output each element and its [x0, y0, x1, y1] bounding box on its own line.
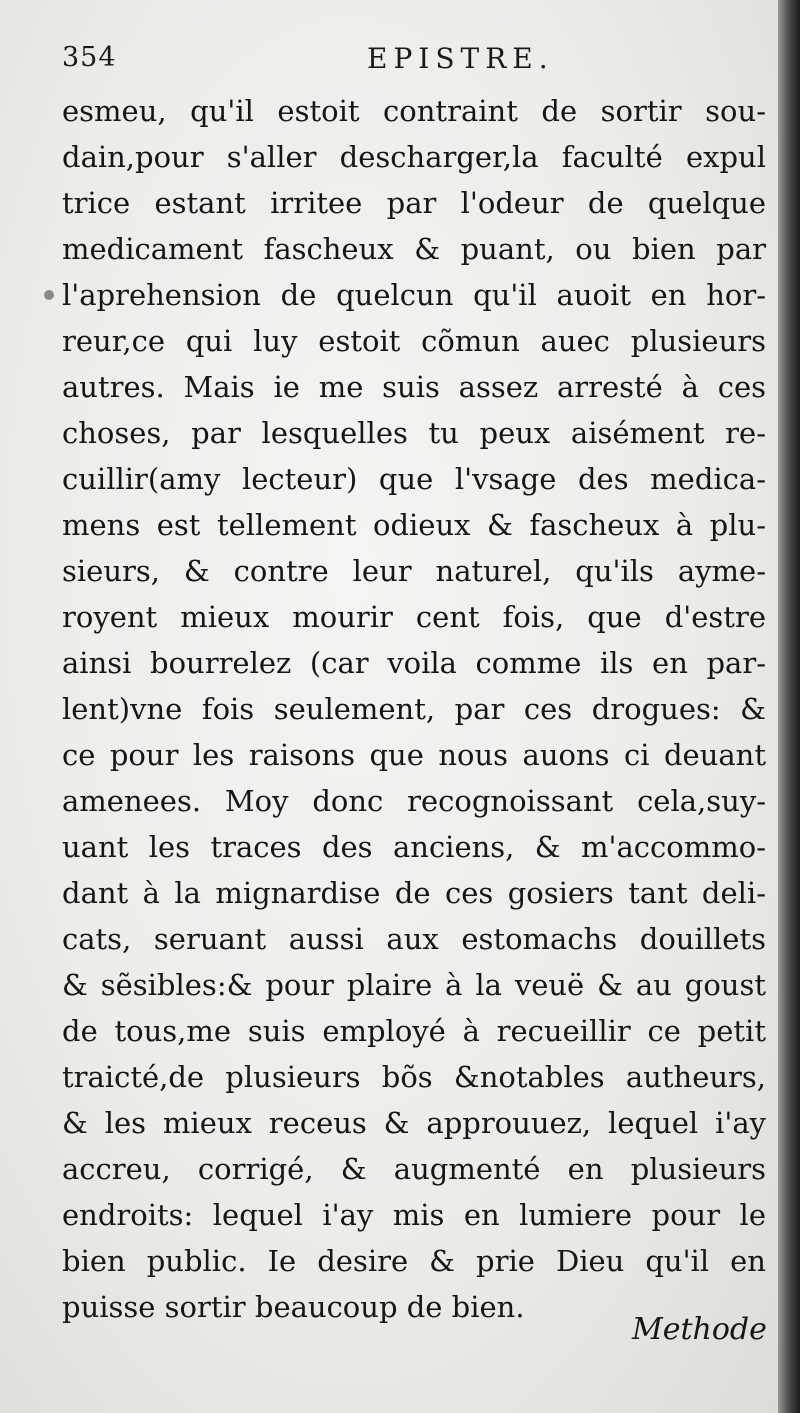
- body-text: [62, 88, 766, 1330]
- header-title: EPISTRE.: [367, 42, 554, 75]
- page-number: 354: [62, 42, 117, 73]
- text-line: esmeu, qu'il estoit contraint de sortir sou-: [62, 94, 766, 128]
- text-line: cuillir(amy lecteur) que l'vsage des medica-: [62, 462, 766, 496]
- text-line: accreu, corrigé, & augmenté en plusieurs: [62, 1152, 766, 1186]
- text-line: & les mieux receus & approuuez, lequel i'ay: [62, 1106, 766, 1140]
- text-line: sieurs, & contre leur naturel, qu'ils ayme-: [62, 554, 766, 588]
- text-line: & sẽsibles:& pour plaire à la veuë & au goust: [62, 968, 766, 1002]
- text-line: choses, par lesquelles tu peux aisément re-: [62, 416, 766, 450]
- text-line: l'aprehension de quelcun qu'il auoit en hor-: [62, 278, 766, 312]
- running-head: [62, 42, 762, 82]
- text-line: medicament fascheux & puant, ou bien par: [62, 232, 766, 266]
- text-line: bien public. Ie desire & prie Dieu qu'il en: [62, 1244, 766, 1278]
- text-line: uant les traces des anciens, & m'accommo-: [62, 830, 766, 864]
- text-line: autres. Mais ie me suis assez arresté à ces: [62, 370, 766, 404]
- text-line: royent mieux mourir cent fois, que d'estre: [62, 600, 766, 634]
- page-edge-shadow: [778, 0, 800, 1413]
- text-line: reur,ce qui luy estoit cõmun auec plusieurs: [62, 324, 766, 358]
- text-line: ainsi bourrelez (car voila comme ils en par-: [62, 646, 766, 680]
- text-line: puisse sortir beaucoup de bien.: [62, 1290, 525, 1324]
- text-line: traicté,de plusieurs bõs &notables autheurs,: [62, 1060, 766, 1094]
- text-line: de tous,me suis employé à recueillir ce petit: [62, 1014, 766, 1048]
- ink-blot: [44, 290, 54, 300]
- text-line: trice estant irritee par l'odeur de quelque: [62, 186, 766, 220]
- text-line: cats, seruant aussi aux estomachs douillets: [62, 922, 766, 956]
- catchword: Methode: [632, 1312, 767, 1347]
- text-line: dant à la mignardise de ces gosiers tant deli-: [62, 876, 766, 910]
- text-line: lent)vne fois seulement, par ces drogues: &: [62, 692, 766, 726]
- text-line: ce pour les raisons que nous auons ci deuant: [62, 738, 766, 772]
- text-line: endroits: lequel i'ay mis en lumiere pour le: [62, 1198, 766, 1232]
- text-line: dain,pour s'aller descharger,la faculté expul: [62, 140, 766, 174]
- text-line: amenees. Moy donc recognoissant cela,suy-: [62, 784, 766, 818]
- text-line: mens est tellement odieux & fascheux à plu-: [62, 508, 766, 542]
